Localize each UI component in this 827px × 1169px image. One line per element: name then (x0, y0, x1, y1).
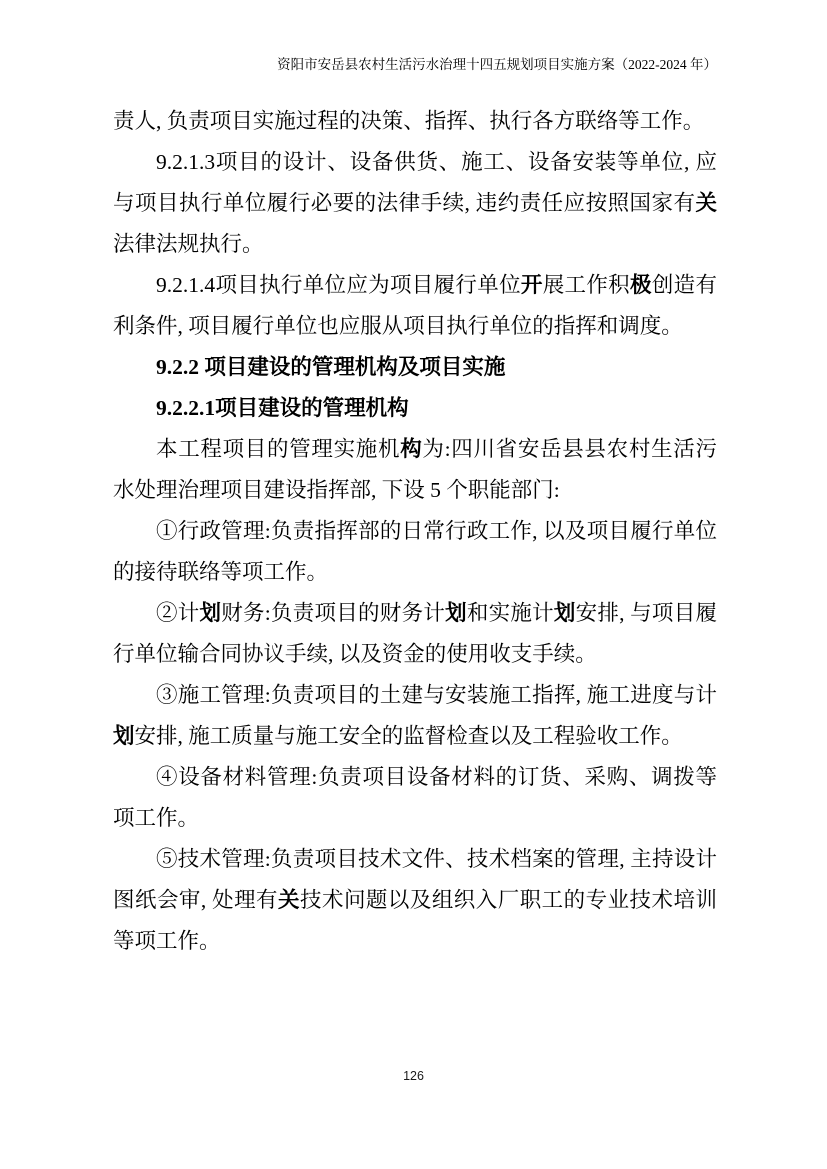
text-run: ③施工管理:负责项目的土建与安装施工指挥, 施工进度与计 (156, 683, 717, 707)
text-run: 本工程项目的管理实施机 (156, 437, 401, 461)
para-continuation (113, 101, 717, 142)
text-run: ①行政管理:负责指挥部的日常行政工作, 以及项目履行单位的接待联络等项工作。 (113, 519, 717, 584)
bold-text-run: 划 (113, 724, 135, 748)
para-dept-1-admin (113, 511, 717, 593)
text-run: 9.2.1.3项目的设计、设备供货、施工、设备安装等单位, 应与项目执行单位履行必要的法律手续, 违约责任应按照国家有 (113, 150, 717, 215)
bold-text-run: 极 (630, 273, 652, 297)
heading-9-2-2-1 (113, 388, 717, 429)
para-dept-2-finance (113, 593, 717, 675)
text-run: ⑤技术管理:负责项目技术文件、技术档案的管理, 主持设计图纸会审, 处理有 (113, 847, 717, 912)
text-run: 9.2.2 项目建设的管理机 (156, 355, 377, 379)
para-9-2-1-4 (113, 265, 717, 347)
para-dept-5-technology (113, 839, 717, 962)
text-run: 财务:负责项目的财务计 (221, 601, 446, 625)
text-run: 责人, 负责项目实施过程的决策、指挥、执行各方联络等工作。 (113, 109, 705, 133)
bold-text-run: 关 (695, 191, 717, 215)
text-run: 展工作积 (542, 273, 630, 297)
text-run: 9.2.1.4项目执行单位应为项目履行单位 (156, 273, 521, 297)
heading-9-2-2 (113, 347, 717, 388)
text-run: 和实施计 (466, 601, 554, 625)
para-dept-4-equipment (113, 757, 717, 839)
text-run: 安排, 与项目履行单位输合同协议手续, 以及资金的使用收支手续。 (113, 601, 717, 666)
page-number: 126 (403, 1069, 424, 1083)
text-run: 法律法规执行。 (113, 232, 264, 256)
document-body (113, 101, 717, 962)
text-run: 安排, 施工质量与施工安全的监督检查以及工程验收工作。 (134, 724, 683, 748)
text-run: ④设备材料管理:负责项目设备材料的订货、采购、调拨等项工作。 (113, 765, 717, 830)
text-run: 9.2.2.1项目建设的管理机 (156, 396, 388, 420)
bold-text-run: 开 (520, 273, 543, 297)
bold-text-run: 关 (278, 888, 300, 912)
para-dept-3-construction (113, 675, 717, 757)
para-management-org (113, 429, 717, 511)
bold-text-run: 构 (387, 396, 409, 420)
bold-text-run: 划 (445, 601, 467, 625)
text-run: 为:四川省安岳县县农村生活污水处理治理项目建设指挥部, 下设 5 个职能部门: (113, 437, 717, 502)
bold-text-run: 构 (376, 355, 398, 379)
bold-text-run: 划 (199, 601, 222, 625)
text-run: 技术问题以及组织入厂职工的专业技术培训等项工作。 (113, 888, 717, 953)
running-header: 资阳市安岳县农村生活污水治理十四五规划项目实施方案（2022-2024 年） (277, 57, 717, 72)
bold-text-run: 划 (553, 601, 576, 625)
text-run: 创造有利条件, 项目履行单位也应服从项目执行单位的指挥和调度。 (113, 273, 717, 338)
para-9-2-1-3 (113, 142, 717, 265)
bold-text-run: 构 (400, 437, 423, 461)
text-run: ②计 (156, 601, 200, 625)
text-run: 及项目实施 (397, 355, 506, 379)
